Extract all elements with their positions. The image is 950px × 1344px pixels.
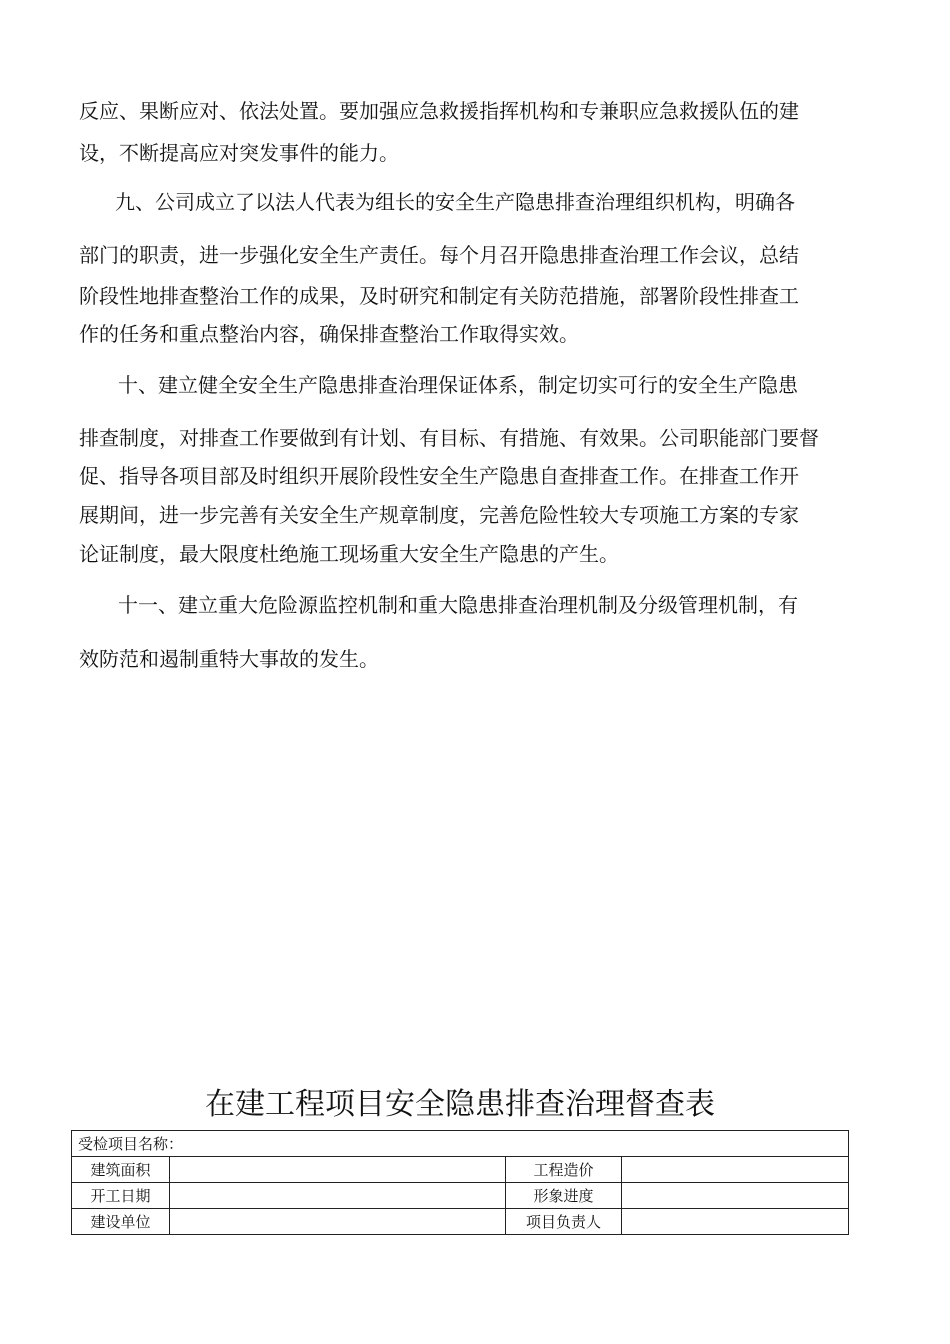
progress-label: 形象进度 <box>506 1183 622 1209</box>
paragraph-1-line-2: 设，不断提高应对突发事件的能力。 <box>79 141 399 165</box>
project-name-label: 受检项目名称： <box>72 1131 849 1157</box>
form-title: 在建工程项目安全隐患排查治理督查表 <box>205 1087 715 1122</box>
paragraph-4-line-2: 效防范和遏制重特大事故的发生。 <box>79 647 379 671</box>
paragraph-2-line-3: 阶段性地排查整治工作的成果，及时研究和制定有关防范措施，部署阶段性排查工 <box>79 284 799 308</box>
paragraph-3-line-1: 十、建立健全安全生产隐患排查治理保证体系，制定切实可行的安全生产隐患 <box>118 373 798 397</box>
paragraph-4-line-1: 十一、建立重大危险源监控机制和重大隐患排查治理机制及分级管理机制，有 <box>118 593 798 617</box>
form-row-project-name <box>72 1131 849 1157</box>
paragraph-2-line-2: 部门的职责，进一步强化安全生产责任。每个月召开隐患排查治理工作会议，总结 <box>79 243 799 267</box>
building-area-field[interactable] <box>170 1157 506 1183</box>
form-row <box>72 1157 849 1183</box>
project-manager-label: 项目负责人 <box>506 1209 622 1235</box>
project-cost-field[interactable] <box>622 1157 849 1183</box>
paragraph-2-line-1: 九、公司成立了以法人代表为组长的安全生产隐患排查治理组织机构，明确各 <box>115 190 795 214</box>
start-date-label: 开工日期 <box>72 1183 170 1209</box>
developer-field[interactable] <box>170 1209 506 1235</box>
building-area-label: 建筑面积 <box>72 1157 170 1183</box>
developer-label: 建设单位 <box>72 1209 170 1235</box>
paragraph-3-line-3: 促、指导各项目部及时组织开展阶段性安全生产隐患自查排查工作。在排查工作开 <box>79 464 799 488</box>
inspection-form-table <box>71 1130 849 1235</box>
paragraph-3-line-5: 论证制度，最大限度杜绝施工现场重大安全生产隐患的产生。 <box>79 542 619 566</box>
project-manager-field[interactable] <box>622 1209 849 1235</box>
form-row <box>72 1209 849 1235</box>
project-cost-label: 工程造价 <box>506 1157 622 1183</box>
paragraph-2-line-4: 作的任务和重点整治内容，确保排查整治工作取得实效。 <box>79 322 579 346</box>
paragraph-1-line-1: 反应、果断应对、依法处置。要加强应急救援指挥机构和专兼职应急救援队伍的建 <box>79 99 799 123</box>
progress-field[interactable] <box>622 1183 849 1209</box>
paragraph-3-line-4: 展期间，进一步完善有关安全生产规章制度，完善危险性较大专项施工方案的专家 <box>79 503 799 527</box>
form-row <box>72 1183 849 1209</box>
start-date-field[interactable] <box>170 1183 506 1209</box>
paragraph-3-line-2: 排查制度，对排查工作要做到有计划、有目标、有措施、有效果。公司职能部门要督 <box>79 426 819 450</box>
